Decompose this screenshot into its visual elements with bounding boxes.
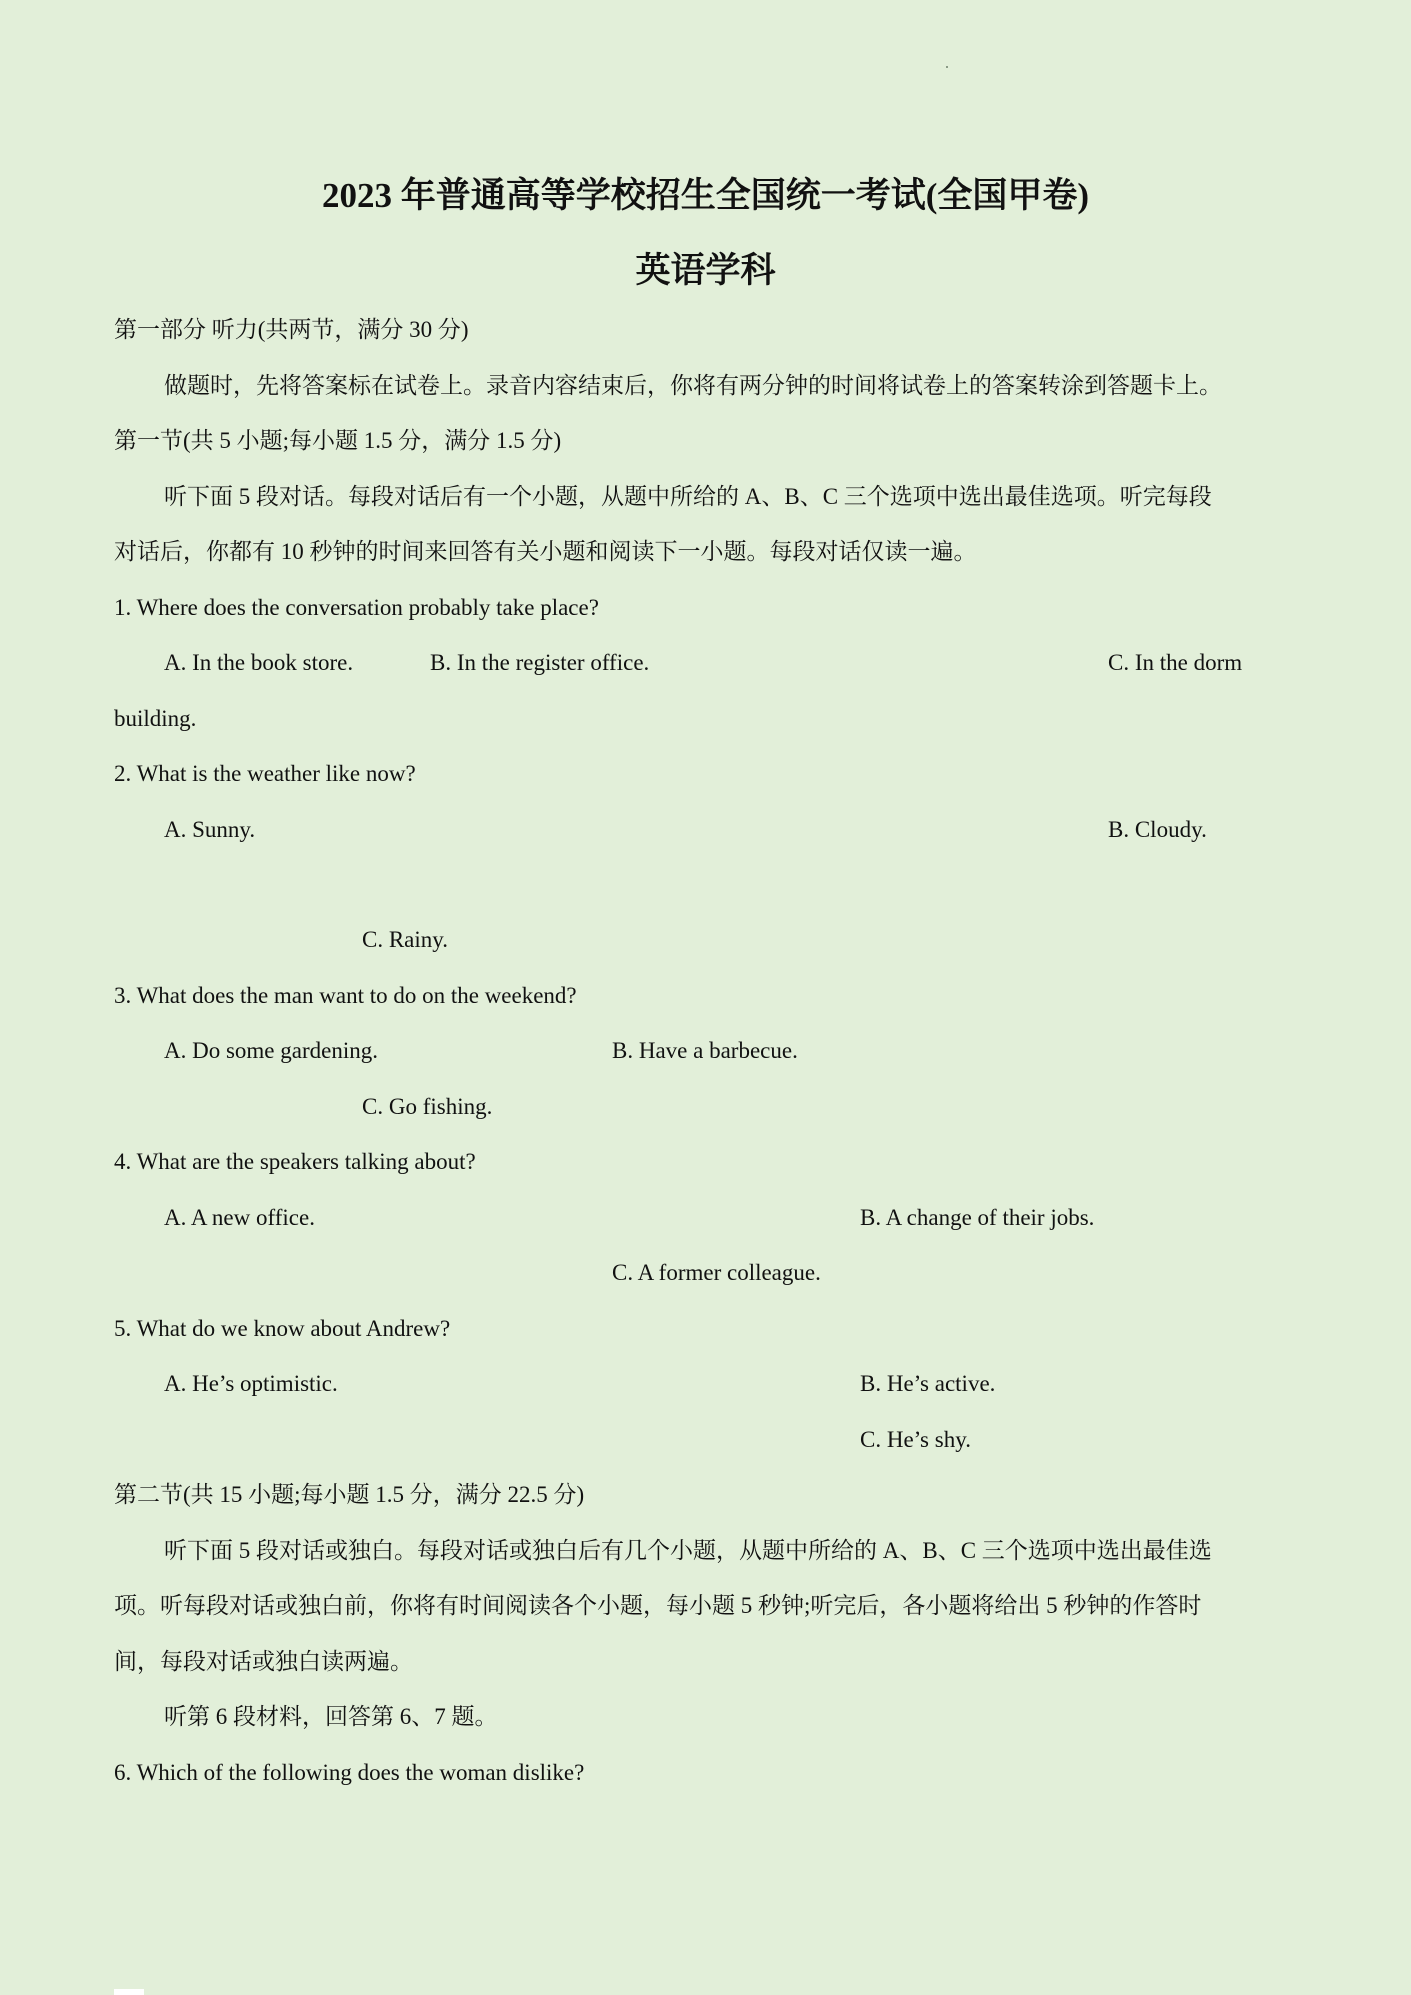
- section2-instruction-line2: 项。听每段对话或独白前，你将有时间阅读各个小题，每小题 5 秒钟;听完后，各小题将给出 5 秒钟的作答时: [114, 1593, 1202, 1618]
- question-6-stem: 6. Which of the following does the woman dislike?: [114, 1760, 585, 1785]
- question-1-option-a: A. In the book store.: [164, 650, 354, 675]
- question-5-option-b: B. He’s active.: [860, 1371, 996, 1396]
- question-3-option-a: A. Do some gardening.: [164, 1038, 378, 1063]
- question-1-option-c: C. In the dorm: [1108, 650, 1243, 675]
- question-2-option-a: A. Sunny.: [164, 817, 256, 842]
- question-2-option-b: B. Cloudy.: [1108, 817, 1207, 842]
- section1-heading: 第一节(共 5 小题;每小题 1.5 分，满分 1.5 分): [114, 428, 562, 453]
- question-1-stem: 1. Where does the conversation probably take place?: [114, 595, 599, 620]
- question-1-option-b: B. In the register office.: [430, 650, 650, 675]
- page-title: 2023 年普通高等学校招生全国统一考试(全国甲卷): [321, 176, 1090, 215]
- section2-heading: 第二节(共 15 小题;每小题 1.5 分，满分 22.5 分): [114, 1482, 585, 1507]
- question-5-stem: 5. What do we know about Andrew?: [114, 1316, 451, 1341]
- decorative-dot: [946, 66, 948, 68]
- question-3-option-c: C. Go fishing.: [362, 1094, 493, 1119]
- section2-instruction-line1: 听下面 5 段对话或独白。每段对话或独白后有几个小题，从题中所给的 A、B、C 三个选项中选出最佳选: [164, 1538, 1212, 1563]
- part1-instruction: 做题时，先将答案标在试卷上。录音内容结束后，你将有两分钟的时间将试卷上的答案转涂到答题卡上。: [164, 373, 1222, 398]
- question-3-option-b: B. Have a barbecue.: [612, 1038, 798, 1063]
- question-4-option-b: B. A change of their jobs.: [860, 1205, 1095, 1230]
- question-5-option-a: A. He’s optimistic.: [164, 1371, 338, 1396]
- part1-heading: 第一部分 听力(共两节，满分 30 分): [114, 317, 469, 342]
- question-3-stem: 3. What does the man want to do on the weekend?: [114, 983, 577, 1008]
- section1-instruction-line1: 听下面 5 段对话。每段对话后有一个小题，从题中所给的 A、B、C 三个选项中选出最佳选项。听完每段: [164, 484, 1212, 509]
- question-4-option-c: C. A former colleague.: [612, 1260, 821, 1285]
- page-edge-mark: [114, 1989, 144, 1995]
- section2-instruction-line3: 间，每段对话或独白读两遍。: [114, 1649, 413, 1674]
- question-5-option-c: C. He’s shy.: [860, 1427, 971, 1452]
- question-4-option-a: A. A new office.: [164, 1205, 315, 1230]
- question-1-option-c-overflow: building.: [114, 706, 197, 731]
- question-2-option-c: C. Rainy.: [362, 927, 449, 952]
- question-2-stem: 2. What is the weather like now?: [114, 761, 416, 786]
- question-4-stem: 4. What are the speakers talking about?: [114, 1149, 476, 1174]
- section1-instruction-line2: 对话后，你都有 10 秒钟的时间来回答有关小题和阅读下一小题。每段对话仅读一遍。: [114, 539, 977, 564]
- page-subtitle: 英语学科: [635, 251, 776, 290]
- section2-material-note: 听第 6 段材料，回答第 6、7 题。: [164, 1704, 498, 1729]
